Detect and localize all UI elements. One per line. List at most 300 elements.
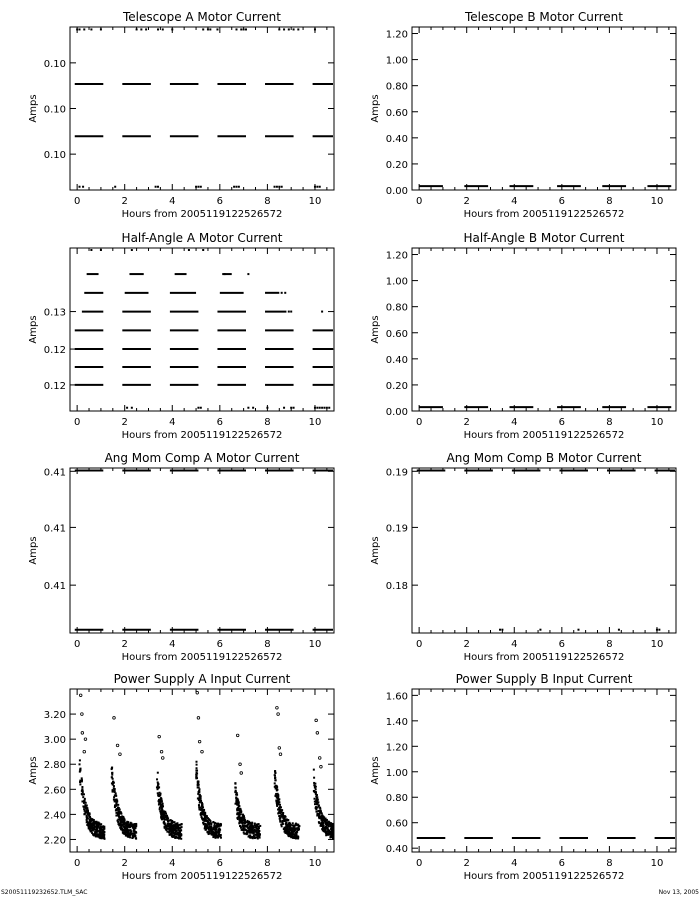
data-point: [319, 186, 321, 188]
y-tick-label: 0.60: [385, 107, 408, 119]
chart-panel-6: [28, 672, 334, 882]
data-point: [103, 826, 105, 828]
data-point: [204, 812, 206, 814]
data-point: [161, 809, 163, 811]
data-point: [275, 779, 277, 781]
data-point: [275, 793, 277, 795]
chart-panel-3: [370, 231, 676, 441]
data-point: [234, 783, 236, 785]
data-point: [238, 186, 240, 188]
x-tick-label: 10: [308, 858, 322, 869]
data-point: [283, 828, 285, 830]
data-point: [289, 832, 291, 834]
data-point: [165, 816, 167, 818]
data-point: [162, 28, 164, 30]
data-point: [113, 787, 115, 789]
data-point: [170, 819, 172, 821]
data-point: [259, 825, 261, 827]
x-tick-label: 2: [121, 639, 128, 650]
data-point: [85, 812, 87, 814]
y-tick-label: 0.00: [385, 407, 408, 418]
data-point: [79, 769, 81, 771]
data-point: [82, 790, 84, 792]
data-point: [297, 829, 299, 831]
x-axis-label: Hours from 2005119122526572: [463, 652, 625, 663]
x-tick-label: 0: [415, 196, 423, 207]
y-axis-label: Amps: [370, 315, 381, 344]
data-point: [216, 832, 218, 834]
data-point: [88, 827, 90, 829]
data-point: [313, 782, 315, 784]
data-point: [313, 769, 315, 771]
data-point: [159, 808, 161, 810]
data-point: [332, 833, 334, 835]
data-point: [245, 829, 247, 831]
data-point: [251, 823, 253, 825]
data-point: [121, 815, 123, 817]
data-point: [123, 818, 125, 820]
data-point: [274, 774, 276, 776]
data-point: [173, 821, 175, 823]
data-point: [209, 819, 211, 821]
data-point: [501, 629, 503, 631]
data-point: [201, 805, 203, 807]
x-tick-label: 4: [511, 417, 518, 428]
y-tick-label: 0.80: [385, 302, 408, 314]
data-point: [274, 777, 276, 779]
data-point: [203, 822, 205, 824]
data-point: [236, 813, 238, 815]
data-point: [239, 820, 241, 822]
data-point: [111, 782, 113, 784]
data-point: [128, 826, 130, 828]
data-point: [95, 822, 97, 824]
data-point: [314, 186, 316, 188]
data-point: [316, 794, 318, 796]
data-point: [235, 787, 237, 789]
data-point: [134, 823, 136, 825]
outlier-point: [277, 713, 280, 716]
data-point: [317, 802, 319, 804]
data-point: [195, 761, 197, 763]
data-point: [233, 186, 235, 188]
data-point: [291, 830, 293, 832]
data-point: [195, 186, 197, 188]
data-point: [157, 788, 159, 790]
data-point: [165, 824, 167, 826]
y-tick-label: 2.40: [43, 810, 66, 822]
y-axis-label: Amps: [370, 756, 381, 785]
chart-title: Ang Mom Comp B Motor Current: [446, 451, 642, 465]
data-point: [97, 821, 99, 823]
data-point: [278, 807, 280, 809]
outlier-point: [278, 747, 281, 750]
data-point: [114, 186, 116, 188]
data-point: [243, 820, 245, 822]
data-point: [92, 822, 94, 824]
data-point: [197, 784, 199, 786]
chart-panel-1: [370, 10, 676, 220]
data-point: [280, 809, 282, 811]
data-point: [158, 786, 160, 788]
data-point: [218, 828, 220, 830]
data-point: [210, 833, 212, 835]
data-point: [170, 827, 172, 829]
data-point: [176, 833, 178, 835]
data-point: [219, 835, 221, 837]
data-point: [283, 407, 285, 409]
y-tick-label: 1.00: [385, 276, 408, 288]
data-point: [257, 837, 259, 839]
x-tick-label: 0: [415, 639, 423, 650]
data-point: [245, 825, 247, 827]
data-point: [86, 810, 88, 812]
data-point: [131, 249, 133, 251]
outlier-point: [81, 732, 84, 735]
y-tick-label: 0.41: [43, 467, 66, 479]
plot-frame: [412, 689, 676, 852]
y-tick-label: 2.80: [43, 760, 66, 772]
data-point: [198, 786, 200, 788]
data-point: [248, 821, 250, 823]
y-axis-label: Amps: [28, 756, 39, 785]
x-tick-label: 0: [73, 858, 81, 869]
outlier-point: [158, 735, 161, 738]
data-point: [119, 818, 121, 820]
data-point: [285, 829, 287, 831]
data-point: [242, 814, 244, 816]
outlier-point: [315, 719, 318, 722]
x-tick-label: 8: [264, 639, 271, 650]
y-tick-label: 0.40: [385, 844, 408, 856]
data-point: [314, 407, 316, 409]
data-point: [114, 800, 116, 802]
data-point: [96, 827, 98, 829]
data-point: [130, 822, 132, 824]
y-tick-label: 0.41: [43, 523, 66, 535]
data-point: [123, 826, 125, 828]
plot-frame: [70, 248, 334, 411]
data-point: [278, 186, 280, 188]
data-point: [87, 823, 89, 825]
data-point: [245, 28, 247, 30]
plot-frame: [70, 468, 334, 633]
data-point: [209, 825, 211, 827]
data-point: [103, 834, 105, 836]
data-point: [86, 815, 88, 817]
data-point: [323, 830, 325, 832]
data-point: [282, 822, 284, 824]
x-tick-label: 2: [463, 417, 470, 428]
data-point: [103, 831, 105, 833]
data-point: [83, 793, 85, 795]
outlier-point: [236, 734, 239, 737]
data-point: [240, 813, 242, 815]
data-point: [100, 249, 102, 251]
data-point: [197, 186, 199, 188]
data-point: [83, 28, 85, 30]
data-point: [295, 832, 297, 834]
data-point: [323, 822, 325, 824]
power-cycle-2: [156, 735, 183, 839]
chart-title: Telescope A Motor Current: [123, 10, 281, 24]
data-point: [321, 311, 323, 313]
data-point: [82, 796, 84, 798]
data-point: [163, 822, 165, 824]
data-point: [276, 802, 278, 804]
data-point: [89, 818, 91, 820]
data-point: [328, 407, 330, 409]
y-tick-label: 0.41: [43, 581, 66, 593]
data-point: [84, 810, 86, 812]
data-point: [316, 407, 318, 409]
data-point: [200, 816, 202, 818]
data-point: [112, 778, 114, 780]
data-point: [275, 786, 277, 788]
data-point: [92, 820, 94, 822]
x-tick-label: 4: [169, 858, 176, 869]
outlier-point: [316, 732, 319, 735]
y-tick-label: 0.60: [385, 328, 408, 340]
y-axis-label: Amps: [28, 94, 39, 123]
data-point: [329, 834, 331, 836]
data-point: [283, 28, 285, 30]
data-point: [278, 815, 280, 817]
data-point: [202, 818, 204, 820]
data-point: [112, 791, 114, 793]
x-axis-label: Hours from 2005119122526572: [463, 209, 625, 220]
data-point: [240, 28, 242, 30]
y-tick-label: 0.20: [385, 159, 408, 171]
data-point: [282, 817, 284, 819]
chart-panel-5: [370, 451, 676, 663]
chart-title: Telescope B Motor Current: [464, 10, 624, 24]
data-point: [160, 803, 162, 805]
data-point: [290, 407, 292, 409]
data-point: [123, 821, 125, 823]
data-point: [161, 801, 163, 803]
data-point: [266, 407, 268, 409]
x-tick-label: 2: [463, 858, 470, 869]
y-tick-label: 0.19: [385, 523, 408, 535]
power-cycle-4: [234, 734, 261, 839]
data-point: [100, 28, 102, 30]
data-point: [234, 791, 236, 793]
outlier-point: [113, 717, 116, 720]
y-tick-label: 0.40: [385, 354, 408, 366]
data-point: [656, 629, 658, 631]
outlier-point: [81, 713, 84, 716]
x-tick-label: 10: [650, 417, 664, 428]
data-point: [240, 809, 242, 811]
data-point: [249, 826, 251, 828]
y-axis-label: Amps: [28, 536, 39, 565]
data-point: [79, 763, 81, 765]
data-point: [241, 822, 243, 824]
data-point: [321, 812, 323, 814]
data-point: [315, 801, 317, 803]
data-point: [251, 822, 253, 824]
x-tick-label: 4: [511, 639, 518, 650]
data-point: [171, 834, 173, 836]
y-tick-label: 3.20: [43, 710, 66, 722]
data-point: [158, 799, 160, 801]
x-tick-label: 0: [415, 417, 423, 428]
data-point: [211, 830, 213, 832]
data-point: [200, 407, 202, 409]
x-tick-label: 10: [650, 858, 664, 869]
data-point: [197, 780, 199, 782]
data-point: [244, 822, 246, 824]
data-point: [172, 836, 174, 838]
x-tick-label: 4: [169, 417, 176, 428]
data-point: [321, 825, 323, 827]
data-point: [126, 407, 128, 409]
data-point: [121, 829, 123, 831]
data-point: [117, 808, 119, 810]
data-point: [276, 186, 278, 188]
x-tick-label: 8: [606, 639, 613, 650]
data-point: [202, 28, 204, 30]
data-point: [164, 811, 166, 813]
data-point: [92, 826, 94, 828]
data-point: [90, 28, 92, 30]
data-point: [90, 249, 92, 251]
data-point: [95, 833, 97, 835]
data-point: [293, 28, 295, 30]
data-point: [288, 835, 290, 837]
x-tick-label: 6: [216, 417, 224, 428]
data-point: [84, 800, 86, 802]
data-point: [317, 813, 319, 815]
data-point: [83, 802, 85, 804]
chart-title: Power Supply B Input Current: [455, 672, 633, 686]
outlier-point: [240, 772, 243, 775]
data-point: [293, 829, 295, 831]
x-tick-label: 0: [415, 858, 423, 869]
data-point: [282, 812, 284, 814]
y-tick-label: 0.10: [43, 58, 66, 70]
data-point: [288, 28, 290, 30]
data-point: [82, 186, 84, 188]
footer-date: Nov 13, 2005: [658, 889, 699, 896]
y-tick-label: 0.10: [43, 150, 66, 162]
data-point: [281, 825, 283, 827]
y-tick-label: 0.19: [385, 467, 408, 479]
data-point: [115, 792, 117, 794]
data-point: [135, 831, 137, 833]
data-point: [156, 778, 158, 780]
data-point: [284, 820, 286, 822]
data-point: [332, 838, 334, 840]
data-point: [172, 827, 174, 829]
x-tick-label: 6: [558, 196, 566, 207]
data-point: [324, 820, 326, 822]
data-point: [277, 800, 279, 802]
y-tick-label: 2.20: [43, 835, 66, 847]
data-point: [235, 802, 237, 804]
data-point: [157, 792, 159, 794]
data-point: [196, 764, 198, 766]
x-tick-label: 6: [216, 196, 224, 207]
data-point: [92, 833, 94, 835]
data-point: [317, 799, 319, 801]
outlier-point: [279, 753, 282, 756]
data-point: [169, 823, 171, 825]
y-tick-label: 0.40: [385, 133, 408, 145]
data-point: [93, 828, 95, 830]
data-point: [210, 823, 212, 825]
data-point: [279, 820, 281, 822]
data-point: [160, 793, 162, 795]
data-point: [281, 186, 283, 188]
data-point: [215, 825, 217, 827]
data-point: [323, 816, 325, 818]
data-point: [213, 825, 215, 827]
data-point: [164, 819, 166, 821]
data-point: [188, 249, 190, 251]
data-point: [326, 407, 328, 409]
data-point: [200, 186, 202, 188]
data-point: [135, 826, 137, 828]
x-tick-label: 8: [264, 196, 271, 207]
data-point: [319, 808, 321, 810]
chart-title: Ang Mom Comp A Motor Current: [104, 451, 300, 465]
data-point: [218, 824, 220, 826]
data-point: [235, 794, 237, 796]
x-tick-label: 0: [73, 196, 81, 207]
data-point: [318, 822, 320, 824]
data-point: [94, 831, 96, 833]
data-point: [243, 826, 245, 828]
outlier-point: [201, 750, 204, 753]
data-point: [326, 823, 328, 825]
data-point: [238, 805, 240, 807]
data-point: [316, 186, 318, 188]
data-point: [134, 833, 136, 835]
data-point: [111, 767, 113, 769]
data-point: [322, 818, 324, 820]
data-point: [297, 835, 299, 837]
data-point: [287, 830, 289, 832]
power-cycle-3: [195, 691, 222, 838]
data-point: [207, 28, 209, 30]
data-point: [86, 821, 88, 823]
data-point: [160, 816, 162, 818]
outlier-point: [83, 750, 86, 753]
data-point: [132, 836, 134, 838]
data-point: [239, 811, 241, 813]
x-axis-label: Hours from 2005119122526572: [121, 871, 283, 882]
data-point: [315, 811, 317, 813]
data-point: [83, 808, 85, 810]
data-point: [247, 273, 249, 275]
data-point: [76, 28, 78, 30]
y-tick-label: 0.12: [43, 380, 66, 392]
data-point: [293, 834, 295, 836]
data-point: [330, 836, 332, 838]
data-point: [202, 249, 204, 251]
data-point: [79, 759, 81, 761]
x-tick-label: 4: [511, 196, 518, 207]
power-cycle-5: [274, 707, 301, 840]
data-point: [319, 815, 321, 817]
x-tick-label: 2: [463, 196, 470, 207]
data-point: [259, 833, 261, 835]
x-tick-label: 2: [121, 196, 128, 207]
outlier-point: [320, 765, 323, 768]
data-point: [214, 822, 216, 824]
